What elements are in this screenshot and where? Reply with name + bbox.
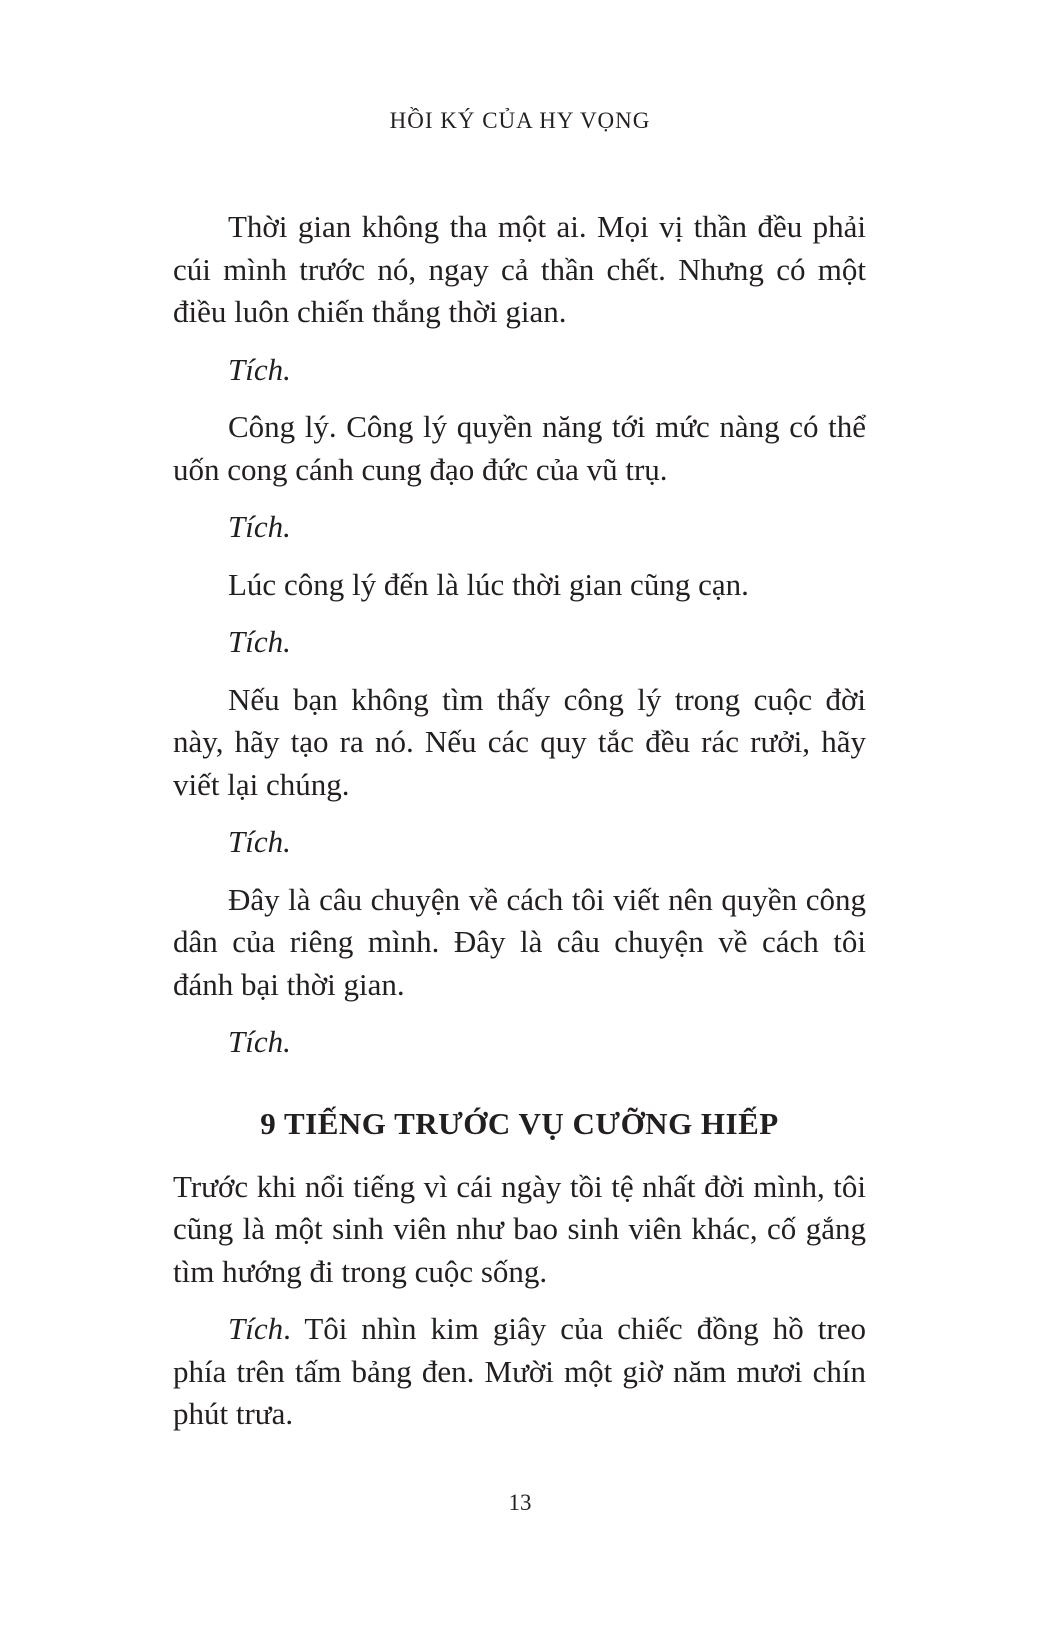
- tick-line: Tích.: [228, 624, 291, 659]
- tick-line: Tích.: [228, 351, 291, 387]
- paragraph: Lúc công lý đến là lúc thời gian cũng cạn.: [228, 566, 749, 602]
- paragraph: Công lý. Công lý quyền năng tới mức nàng có thể uốn cong cánh cung đạo đức của vũ trụ.: [173, 409, 866, 487]
- chapter-second-paragraph: [173, 1308, 866, 1436]
- page-number: 13: [508, 1490, 532, 1515]
- paragraph-rest: . Tôi nhìn kim giây của chiếc đồng hồ treo phía trên tấm bảng đen. Mười một giờ năm mươi chín phút trưa.: [173, 1311, 866, 1431]
- tick-line: Tích.: [228, 509, 291, 544]
- paragraph: Thời gian không tha một ai. Mọi vị thần đều phải cúi mình trước nó, ngay cả thần chết. Nhưng có một điều luôn chiến thắng thời gian.: [173, 209, 866, 329]
- body-text: [173, 206, 866, 1451]
- chapter-first-paragraph: Trước khi nổi tiếng vì cái ngày tồi tệ nhất đời mình, tôi cũng là một sinh viên như bao sinh viên khác, cố gắng tìm hướng đi trong cuộc sống.: [173, 1168, 866, 1289]
- chapter-title: 9 TIẾNG TRƯỚC VỤ CƯỠNG HIẾP: [260, 1105, 779, 1141]
- paragraph: Nếu bạn không tìm thấy công lý trong cuộc đời này, hãy tạo ra nó. Nếu các quy tắc đều rác rưởi, hãy viết lại chúng.: [173, 681, 866, 802]
- tick-emphasis: Tích: [228, 1311, 284, 1346]
- paragraph: Đây là câu chuyện về cách tôi viết nên quyền công dân của riêng mình. Đây là câu chuyện về cách tôi đánh bại thời gian.: [173, 881, 866, 1002]
- tick-line: Tích.: [228, 1024, 291, 1059]
- running-header: HỒI KÝ CỦA HY VỌNG: [389, 108, 651, 133]
- tick-line: Tích.: [228, 824, 291, 859]
